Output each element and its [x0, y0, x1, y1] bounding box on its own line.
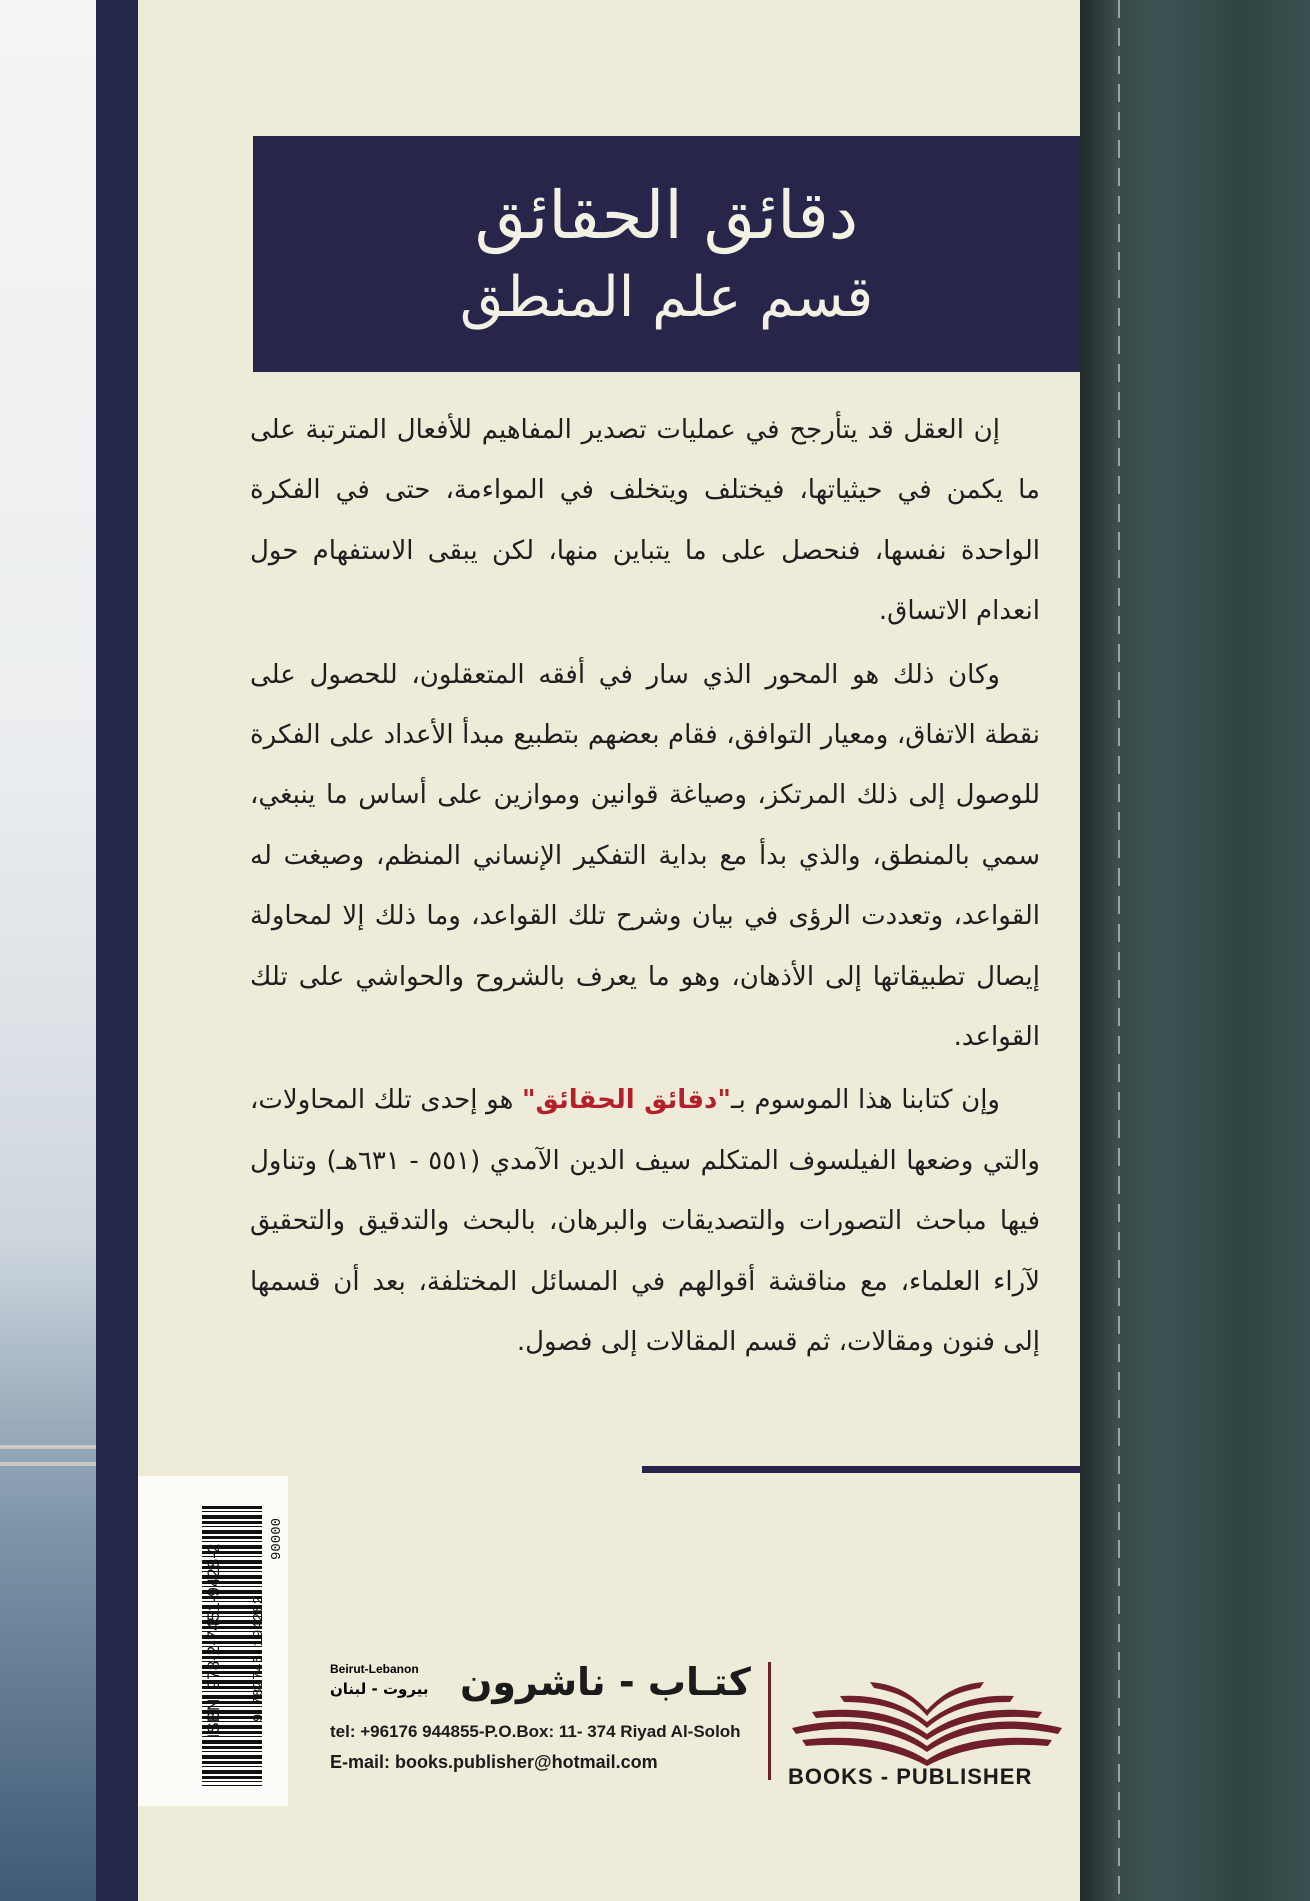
publisher-block	[320, 1660, 1072, 1800]
blurb-p3-start: وإن كتابنا هذا الموسوم بـ	[730, 1085, 1000, 1116]
blurb-paragraph-3	[250, 1070, 1040, 1372]
book-title: دقائق الحقائق	[474, 177, 859, 254]
section-divider	[642, 1466, 1080, 1473]
publisher-city-ar: بيروت - لبنان	[330, 1680, 429, 1698]
leather-edge	[1080, 0, 1120, 1901]
publisher-email: E-mail: books.publisher@hotmail.com	[330, 1752, 658, 1772]
title-banner	[253, 136, 1080, 372]
publisher-phone: tel: +96176 944855-P.O.Box: 11- 374 Riyad Al-Soloh	[330, 1722, 741, 1741]
leather-stitching	[1118, 0, 1120, 1901]
publisher-logo-text: BOOKS - PUBLISHER	[788, 1764, 1033, 1789]
publisher-city-en: Beirut-Lebanon	[330, 1662, 419, 1676]
spine-left-edge	[0, 0, 96, 1901]
blurb-p3-end: هو إحدى تلك المحاولات، والتي وضعها الفيلسوف المتكلم سيف الدين الآمدي (٥٥١ - ٦٣١هـ) وتناول فيها مباحث التصورات والتصديقات والبرهان، بالبحث والتدقيق والتحقيق لآراء العلماء، مع مناقشة أقوالهم في المسائل المختلفة، بعد أن قسمها إلى فنون ومقالات، ثم قسم المقالات إلى فصول.	[250, 1085, 1040, 1358]
barcode-price-code: 90000	[269, 1518, 285, 1561]
book-subtitle: قسم علم المنطق	[459, 265, 874, 330]
barcode-digits: 9 782745 194282	[251, 1595, 267, 1723]
spine-stitch	[0, 1462, 96, 1466]
blurb	[250, 400, 1040, 1376]
book-title-highlight: "دقائق الحقائق"	[521, 1085, 731, 1116]
isbn-text: ISBN: 978-2-7451-9428-2	[204, 1543, 223, 1739]
spine-stitch	[0, 1445, 96, 1449]
blurb-paragraph-1: إن العقل قد يتأرجح في عمليات تصدير المفاهيم للأفعال المترتبة على ما يكمن في حيثياتها، فيختلف ويتخلف في المواءمة، حتى في الفكرة الواحدة نفسها، فنحصل على ما يتباين منها، لكن يبقى الاستفهام حول انعدام الاتساق.	[250, 415, 1040, 627]
blurb-paragraph-2: وكان ذلك هو المحور الذي سار في أفقه المتعقلون، للحصول على نقطة الاتفاق، ومعيار التوافق، فقام بعضهم بتطبيع مبدأ الأعداد على الفكرة للوصول إلى ذلك المرتكز، وصياغة قوانين وموازين على أساس ما ينبغي، سمي بالمنطق، والذي بدأ مع بداية التفكير الإنساني المنظم، وصيغت له القواعد، وتعددت الرؤى في بيان وشرح تلك القواعد، وما ذلك إلا لمحاولة إيصال تطبيقاتها إلى الأذهان، وهو ما يعرف بالشروح والحواشي على تلك القواعد.	[250, 659, 1040, 1053]
publisher-separator	[768, 1662, 771, 1780]
spine-navy-band	[96, 0, 138, 1901]
publisher-name-ar: كتـاب - ناشرون	[460, 1660, 751, 1704]
open-book-logo-icon	[782, 1668, 1072, 1768]
